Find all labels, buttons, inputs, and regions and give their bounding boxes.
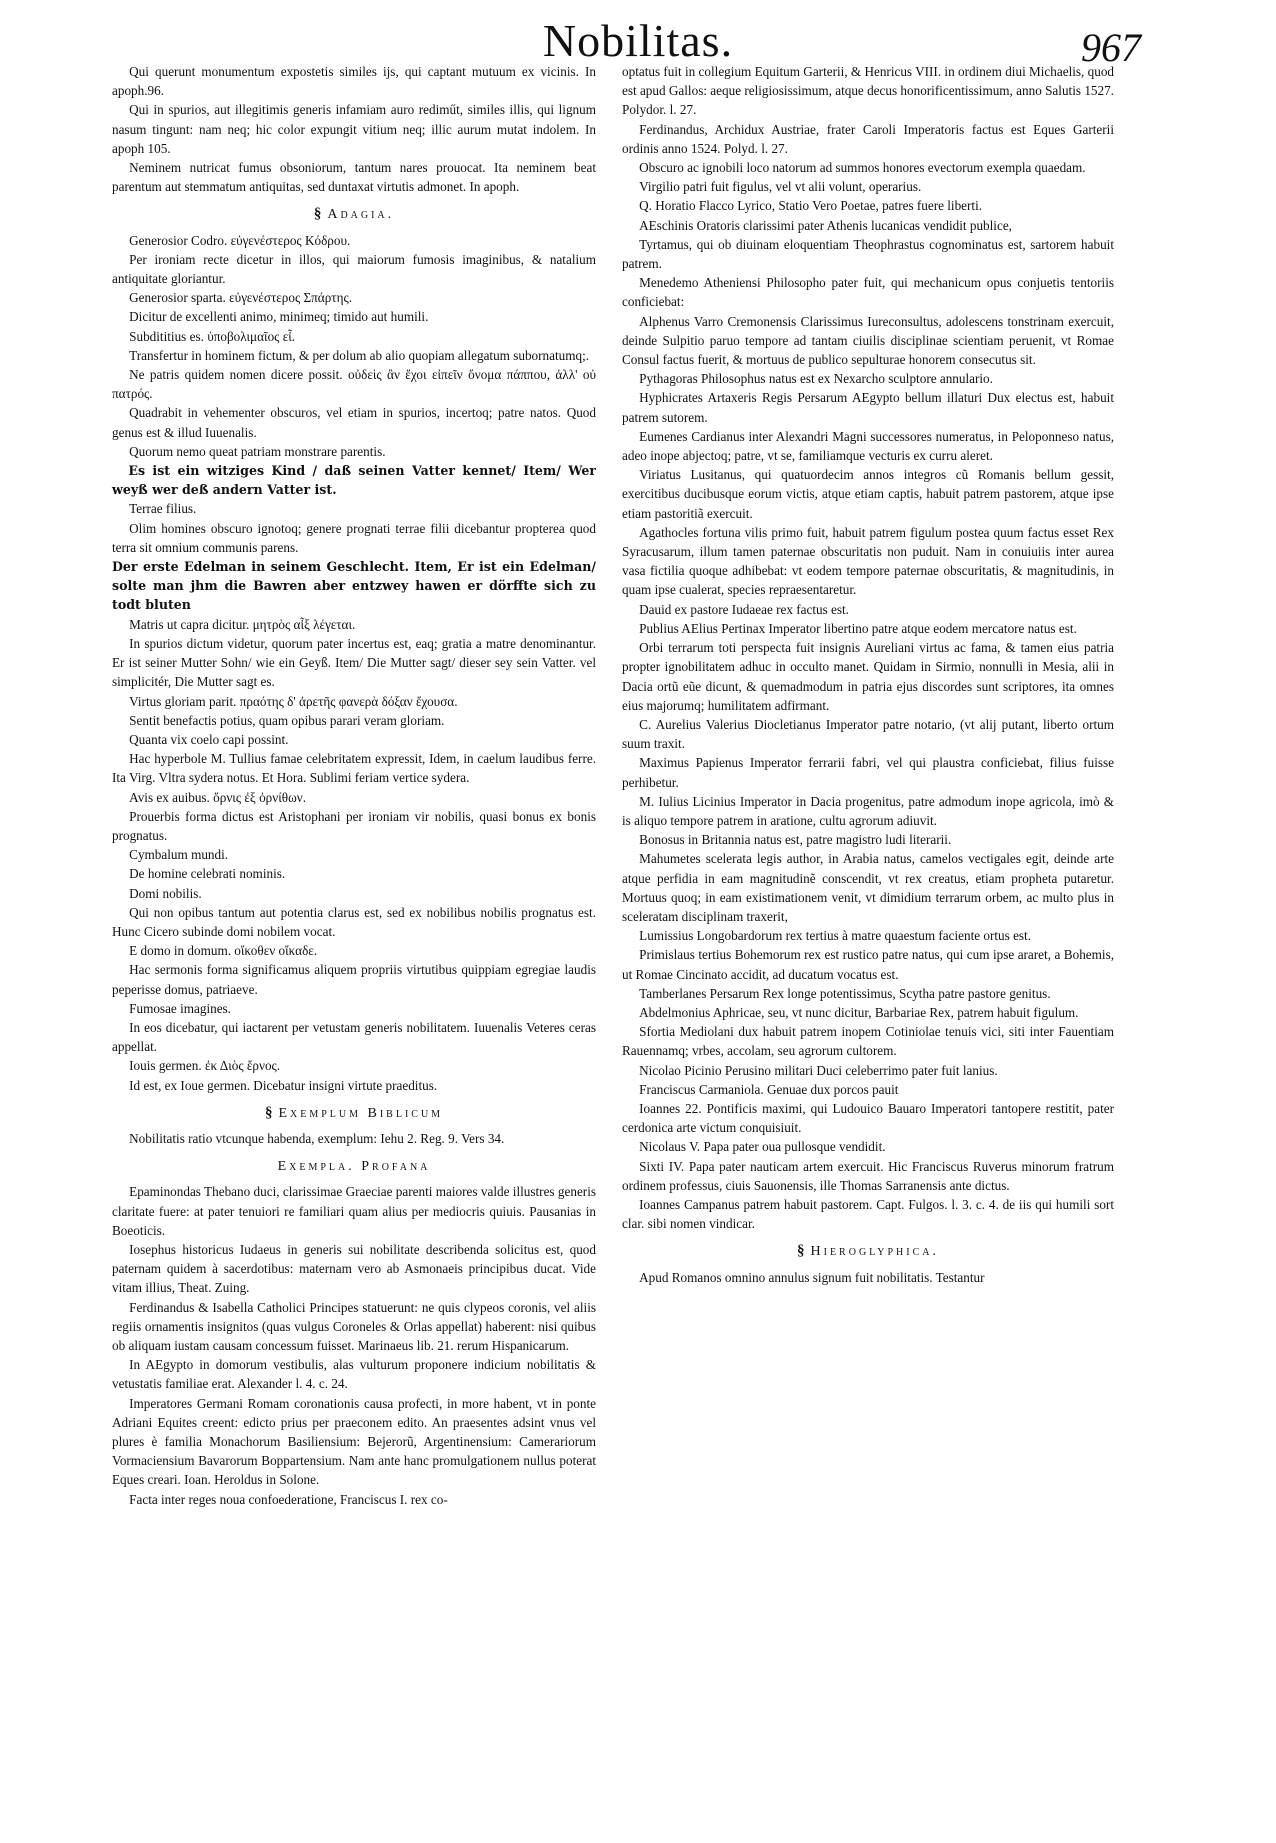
- section-heading-text: Adagia.: [327, 207, 395, 223]
- entry-paragraph: Virtus gloriam parit. πραότης δ' ἀρετῆς φανερὰ δόξαν ἔχουσα.: [129, 693, 458, 709]
- entry-paragraph: Quorum nemo queat patriam monstrare parentis.: [129, 443, 386, 459]
- entry-paragraph: Nobilitatis ratio vtcunque habenda, exemplum: Iehu 2. Reg. 9. Vers 34.: [129, 1130, 505, 1146]
- entry-paragraph: Nicolaus V. Papa pater oua pullosque vendidit.: [639, 1139, 886, 1155]
- entry-paragraph: Agathocles fortuna vilis primo fuit, habuit patrem figulum postea quum factus esset Rex Syracusarum, illum tamen paternae obscuritatis non puduit. Nam in conuiuiis inter aurea vasa fictilia quoque adhibebat: vt eodem tempore paternae obscuritatis, & magnitudinis, in quam ipse cualerat, species repraesentaretur.: [622, 524, 1114, 598]
- entry-paragraph: Quanta vix coelo capi possint.: [129, 731, 289, 747]
- entry-paragraph: AEschinis Oratoris clarissimi pater Athenis lucanicas vendidit publice,: [639, 217, 1012, 233]
- entry-paragraph: Hac hyperbole M. Tullius famae celebritatem expressit, Idem, in caelum laudibus ferre. Ita Virg. Vltra sydera notus. Et Hora. Sublimi feriam vertice sydera.: [112, 751, 596, 786]
- entry-paragraph: Viriatus Lusitanus, qui quatuordecim annos integros cũ Romanis bellum gessit, exercitibus ducibusque eorum victis, atque etiam captis, habuit patrem pastorem, atque ipse etiam pastoritiã exercuit.: [622, 467, 1114, 521]
- entry-paragraph: Generosior Codro. εὐγενέστερος Κόδρου.: [129, 232, 351, 248]
- entry-paragraph: Ferdinandus, Archidux Austriae, frater Caroli Imperatoris factus est Eques Garterii ordinis anno 1524. Polyd. l. 27.: [622, 121, 1114, 156]
- entry-paragraph: Generosior sparta. εὐγενέστερος Σπάρτης.: [129, 290, 353, 306]
- entry-paragraph: Ioannes 22. Pontificis maximi, qui Ludouico Bauaro Imperatori tantopere restitit, pater cerdonica arte victum conquisiuit.: [622, 1100, 1114, 1136]
- entry-paragraph: Ne patris quidem nomen dicere possit. οὐδεὶς ἂν ἔχοι εἰπεῖν ὄνομα πάππου, ἀλλ' οὐ πατρός.: [112, 367, 596, 402]
- entry-paragraph: Domi nobilis.: [129, 885, 202, 901]
- entry-paragraph: Ferdinandus & Isabella Catholici Principes statuerunt: ne quis clypeos coronis, vel aliis regiis ornamentis insignitos (quas vulgus Coroneles & Orlas appellat) haberent: nisi quibus ob aliquam iustam causam concessum fuisset. Marinaeus lib. 21. rerum Hispanicarum.: [112, 1299, 596, 1353]
- entry-paragraph: Qui non opibus tantum aut potentia clarus est, sed ex nobilibus nobilis prognatus est. Hunc Cicero subinde domi nobilem vocat.: [112, 904, 596, 939]
- entry-paragraph: Virgilio patri fuit figulus, vel vt alii volunt, operarius.: [639, 179, 922, 195]
- blackletter-paragraph: Der erste Edelman in seinem Geschlecht. Item, Er ist ein Edelman/ solte man jhm die Bawren aber entzwey hawen er dörffte sich zu todt bluten: [112, 559, 596, 613]
- entry-paragraph: Iouis germen. ἐκ Διὸς ἔρνος.: [129, 1058, 281, 1074]
- entry-paragraph: Menedemo Atheniensi Philosopho pater fuit, qui mechanicum opus conjuetis tentoriis conficiebat:: [622, 275, 1114, 310]
- entry-paragraph: Dicitur de excellenti animo, minimeq; timido aut humili.: [129, 309, 429, 325]
- entry-paragraph: Pythagoras Philosophus natus est ex Nexarcho sculptore annulario.: [639, 371, 993, 387]
- pilcrow-icon: §: [313, 206, 322, 223]
- entry-paragraph: In spurios dictum videtur, quorum pater incertus est, eaq; gratia a matre denominantur. Er ist seiner Mutter Sohn/ wie ein Geyß. Item/ Die Mutter sagt/ dieser sey sein Vatter. vel simplicitér, Die Mutter sagt es.: [112, 635, 596, 690]
- entry-paragraph: Eumenes Cardianus inter Alexandri Magni successores numeratus, in Peloponneso natus, adeo inope abjectoq; patre, vt se, familiamque vecturis ex curru aleret.: [622, 428, 1114, 464]
- entry-paragraph: Tamberlanes Persarum Rex longe potentissimus, Scytha patre pastore genitus.: [639, 985, 1051, 1001]
- page-number: 967: [1081, 25, 1141, 70]
- entry-paragraph: Ioannes Campanus patrem habuit pastorem. Capt. Fulgos. l. 3. c. 4. de iis qui humili sort clar. sibi nomen vindicar.: [622, 1196, 1114, 1232]
- entry-paragraph: Avis ex auibus. ὄρνις ἐξ ὀρνίθων.: [129, 789, 307, 805]
- entry-paragraph: Facta inter reges noua confoederatione, Franciscus I. rex co-: [129, 1491, 448, 1507]
- entry-paragraph: Subdititius es. ὑποβολιμαῖος εἶ.: [129, 328, 296, 344]
- entry-paragraph: Franciscus Carmaniola. Genuae dux porcos pauit: [639, 1081, 899, 1097]
- right-column: [622, 62, 1114, 1287]
- entry-paragraph: In eos dicebatur, qui iactarent per vetustam generis nobilitatem. Iuuenalis Veteres ceras appellat.: [112, 1019, 596, 1055]
- entry-paragraph: Olim homines obscuro ignotoq; genere prognati terrae filii dicebantur propterea quod terra sit omnium communis parens.: [112, 520, 596, 555]
- entry-paragraph: Lumissius Longobardorum rex tertius à matre quaestum faciente ortus est.: [639, 928, 1032, 944]
- entry-paragraph: Prouerbis forma dictus est Aristophani per ironiam vir nobilis, quasi bonus ex bonis prognatus.: [112, 808, 596, 843]
- entry-paragraph: Nicolao Picinio Perusino militari Duci celeberrimo pater fuit lanius.: [639, 1062, 998, 1078]
- entry-paragraph: De homine celebrati nominis.: [129, 866, 286, 882]
- entry-paragraph: Primislaus tertius Bohemorum rex est rustico patre natus, qui cum ipse araret, a Bohemis, ut Romae Cincinato accidit, ad ducatum vocatus est.: [622, 947, 1114, 982]
- entry-paragraph: Imperatores Germani Romam coronationis causa profecti, in more habent, vt in ponte Adriani Equites creent: edicto prius per praeconem edito. An praesentes adsint vnus vel plures è familia Monachorum Basiliensium: Bejerorũ, Argentinensium: Camerariorum Vormaciensium Bavarorum Boppartensium. Nam ante hanc promulgationem nullus poterat Eques creari. Ioan. Heroldus in Solone.: [112, 1395, 596, 1488]
- entry-paragraph: Sfortia Mediolani dux habuit patrem inopem Cotiniolae tenuis vici, siti inter Fauentiam Rauennamq; vrbes, accolam, seu agrorum cultorem.: [622, 1024, 1114, 1059]
- section-heading: [112, 205, 596, 224]
- entry-paragraph: Hyphicrates Artaxeris Regis Persarum AEgypto bellum illaturi Dux electus est, habuit patrem sutorem.: [622, 390, 1114, 425]
- entry-paragraph: Fumosae imagines.: [129, 1000, 231, 1016]
- section-heading-text: Exempla. Profana: [277, 1159, 431, 1175]
- section-heading: [112, 1157, 596, 1176]
- entry-paragraph: Quadrabit in vehementer obscuros, vel etiam in spurios, incertoq; patre natos. Quod genus est & illud Iuuenalis.: [112, 405, 596, 440]
- left-column: [112, 62, 596, 1509]
- entry-paragraph: Qui in spurios, aut illegitimis generis infamiam auro rediműt, similes illis, qui lignum nasum tingunt: nam neq; hic color expungit vitium neq; illic aurum mutat indolem. In apoph 105.: [112, 102, 596, 156]
- entry-paragraph: Qui querunt monumentum expostetis similes ijs, qui captant mutuum ex vicinis. In apoph.96.: [112, 64, 596, 99]
- entry-paragraph: Epaminondas Thebano duci, clarissimae Graeciae parenti maiores valde illustres generis claritate fuere: at pater tenuiori re familiari quam alius per mediocris quiuis. Pausanias in Boeoticis.: [112, 1184, 596, 1238]
- entry-paragraph: Neminem nutricat fumus obsoniorum, tantum nares prouocat. Ita neminem beat parentum aut stemmatum antiquitas, sed duntaxat virtutis admonet. In apoph.: [112, 160, 596, 195]
- entry-paragraph: Tyrtamus, qui ob diuinam eloquentiam Theophrastus cognominatus est, sartorem habuit patrem.: [622, 236, 1114, 272]
- entry-paragraph: optatus fuit in collegium Equitum Garterii, & Henricus VIII. in ordinem diui Michaelis, quod est apud Gallos: aeque religiosissimum, atque decus honorificentissimum, anno Salutis 1527. Polydor. l. 27.: [622, 64, 1115, 118]
- entry-paragraph: E domo in domum. οἴκοθεν οἴκαδε.: [129, 943, 318, 959]
- entry-paragraph: Sixti IV. Papa pater nauticam artem exercuit. Hic Franciscus Ruverus minorum fratrum ordinem professus, ciuis Sauonensis, ille Thomas Sarranensis ante dictus.: [622, 1158, 1114, 1193]
- entry-paragraph: Transfertur in hominem fictum, & per dolum ab alio quopiam allegatum subornatumq;.: [129, 347, 590, 363]
- entry-paragraph: C. Aurelius Valerius Diocletianus Imperator patre notario, (vt alij putant, liberto ortum suum traxit.: [622, 716, 1114, 752]
- entry-paragraph: Cymbalum mundi.: [129, 847, 229, 863]
- entry-paragraph: M. Iulius Licinius Imperator in Dacia progenitus, patre admodum inope agricola, imò & is aliquo tempore patrem in aratione, cultu agrorum adiuvit.: [622, 793, 1114, 828]
- entry-paragraph: Abdelmonius Aphricae, seu, vt nunc dicitur, Barbariae Rex, patrem habuit figulum.: [639, 1004, 1079, 1020]
- entry-paragraph: In AEgypto in domorum vestibulis, alas vulturum proponere indicium nobilitatis & vetustatis familiae erat. Alexander l. 4. c. 24.: [112, 1357, 596, 1392]
- section-heading-text: Hieroglyphica.: [810, 1244, 939, 1260]
- entry-paragraph: Id est, ex Ioue germen. Dicebatur insigni virtute praeditus.: [129, 1077, 438, 1093]
- pilcrow-icon: §: [264, 1104, 273, 1121]
- entry-paragraph: Hac sermonis forma significamus aliquem propriis virtutibus quippiam egregiae laudis peperisse domus, patriaeve.: [112, 962, 596, 997]
- entry-paragraph: Publius AElius Pertinax Imperator libertino patre atque eodem mercatore natus est.: [639, 620, 1077, 636]
- section-heading: [112, 1104, 596, 1123]
- entry-paragraph: Dauid ex pastore Iudaeae rex factus est.: [639, 601, 849, 617]
- section-heading-text: Exemplum Biblicum: [278, 1105, 444, 1121]
- entry-paragraph: Apud Romanos omnino annulus signum fuit nobilitatis. Testantur: [639, 1269, 985, 1285]
- entry-paragraph: Orbi terrarum toti perspecta fuit insignis Aureliani virtus ac fama, & tamen eius patria propter ignobilitatem adhuc in occulto manet. Quidam in Sirmio, nonnulli in Mesia, alii in Dacia ortũ eũe dicunt, & quemadmodum in patria ejus discordes sunt scriptores, ita omnes eius majorumq; humilitatem adfirmant.: [622, 640, 1114, 713]
- entry-paragraph: Q. Horatio Flacco Lyrico, Statio Vero Poetae, patres fuere liberti.: [639, 198, 983, 214]
- pilcrow-icon: §: [797, 1243, 805, 1260]
- entry-paragraph: Iosephus historicus Iudaeus in generis sui nobilitate describenda solicitus est, quod paternam quidem à sacerdotibus: maternam vero ab Asmonaeis principibus ducat. Vide vitam illius, Theat. Zuing.: [112, 1241, 596, 1296]
- blackletter-paragraph: Es ist ein witziges Kind / daß seinen Vatter kennet/ Item/ Wer weyß wer deß andern Vatter ist.: [112, 463, 596, 498]
- entry-paragraph: Bonosus in Britannia natus est, patre magistro ludi literarii.: [639, 832, 952, 848]
- running-title: Nobilitas.: [542, 15, 734, 66]
- entry-paragraph: Sentit benefactis potius, quam opibus parari veram gloriam.: [129, 712, 445, 728]
- entry-paragraph: Terrae filius.: [129, 501, 197, 517]
- entry-paragraph: Maximus Papienus Imperator ferrarii fabri, vel qui plaustra conficiebat, filius fuisse perhibetur.: [622, 755, 1114, 790]
- entry-paragraph: Matris ut capra dicitur. μητρὸς αἶξ λέγεται.: [129, 616, 356, 632]
- entry-paragraph: Alphenus Varro Cremonensis Clarissimus Iureconsultus, adolescens tonstrinam exercuit, deinde Sulpitio paruo tempore ad tantam ciuilis disciplinae scientiam peruenit, vt Romae Consul factus fuerit, & mortuus de publico sepulturae honorem consecutus sit.: [622, 313, 1114, 368]
- entry-paragraph: Mahumetes scelerata legis author, in Arabia natus, camelos vectigales egit, deinde arte atque perfidia in eam magnitudinẽ conscendit, vt rex creatus, etiam propheta putaretur. Mortuus quoq; in eam existimationem venit, vt dimidium terrarum orbem, ac multo plus in sceleratam disciplinam traxerit,: [622, 851, 1114, 924]
- entry-paragraph: Obscuro ac ignobili loco natorum ad summos honores evectorum exempla quaedam.: [639, 160, 1086, 176]
- entry-paragraph: Per ironiam recte dicetur in illos, qui maiorum fumosis imaginibus, & natalium antiquitate gloriantur.: [112, 251, 596, 287]
- section-heading: [622, 1242, 1114, 1261]
